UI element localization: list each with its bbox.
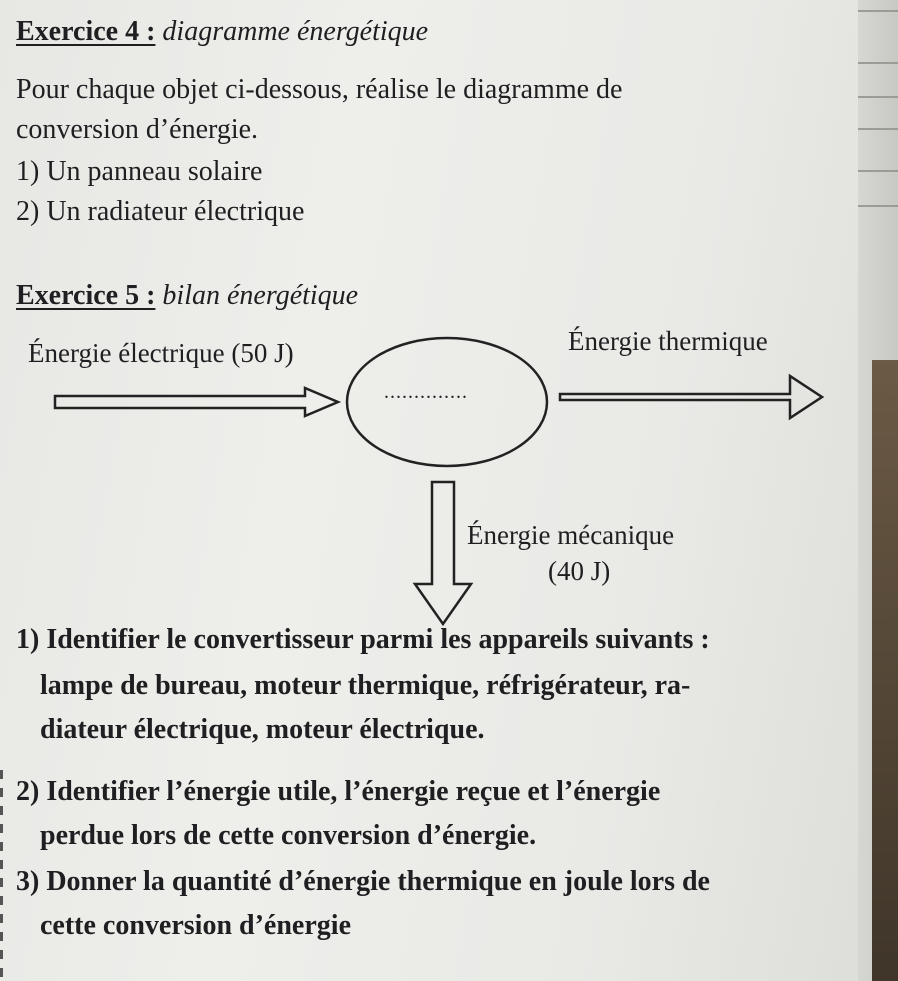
question-1-line3: diateur électrique, moteur électrique. — [40, 714, 485, 745]
background-shadow — [872, 360, 898, 981]
output-mechanical-label-line1: Énergie mécanique — [467, 520, 675, 550]
input-arrow — [55, 388, 338, 416]
question-3-line1: 3) Donner la quantité d’énergie thermique en joule lors de — [16, 866, 710, 897]
exercice4-instruction-line2: conversion d’énergie. — [16, 114, 259, 145]
input-energy-label: Énergie électrique (50 J) — [28, 338, 294, 368]
left-margin-dashes — [0, 770, 6, 981]
exercice4-title-bold: Exercice 4 : — [16, 16, 156, 47]
exercice5-title-bold: Exercice 5 : — [16, 280, 156, 311]
exercice4-title — [16, 18, 428, 46]
question-1-line2: lampe de bureau, moteur thermique, réfrigérateur, ra- — [40, 670, 691, 701]
exercice5-title-italic: bilan énergétique — [162, 280, 359, 311]
question-2-line2: perdue lors de cette conversion d’énergie. — [40, 820, 537, 851]
exercice5-title — [16, 282, 358, 310]
exercice4-instruction-line1: Pour chaque objet ci-dessous, réalise le diagramme de — [16, 74, 623, 105]
mechanical-output-arrow — [415, 482, 471, 624]
output-mechanical-label-line2: (40 J) — [548, 556, 611, 586]
question-3-line2: cette conversion d’énergie — [40, 910, 351, 941]
exercice4-title-italic: diagramme énergétique — [162, 16, 429, 47]
converter-blank: .............. — [384, 381, 468, 403]
thermal-output-arrow — [560, 376, 822, 418]
exercice4-item-2: 2) Un radiateur électrique — [16, 196, 305, 227]
question-2-line1: 2) Identifier l’énergie utile, l’énergie reçue et l’énergie — [16, 776, 661, 807]
exercice4-item-1: 1) Un panneau solaire — [16, 156, 263, 187]
output-thermal-label: Énergie thermique — [568, 326, 768, 356]
question-1-line1: 1) Identifier le convertisseur parmi les appareils suivants : — [16, 624, 710, 655]
